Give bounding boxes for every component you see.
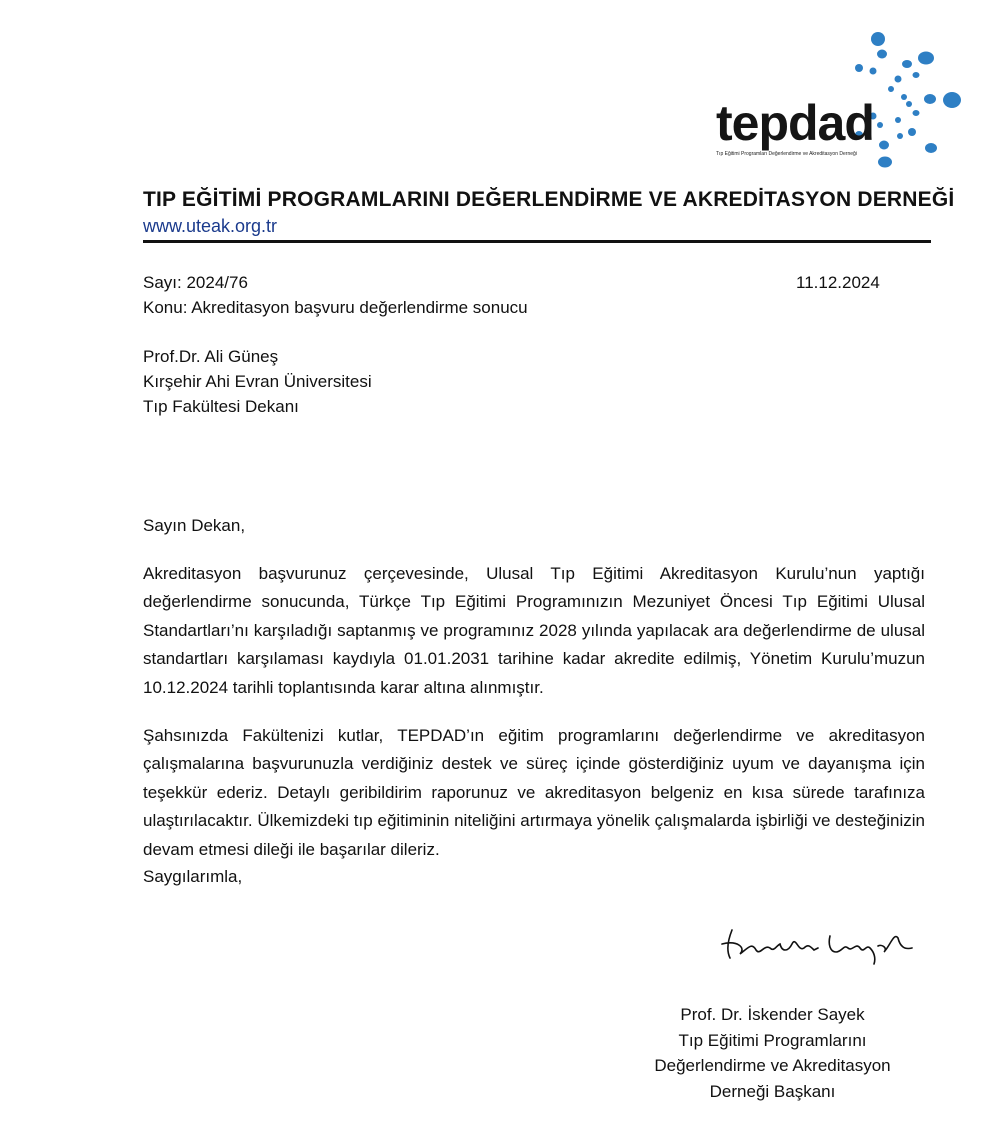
handwritten-signature: [718, 918, 918, 966]
recipient-name: Prof.Dr. Ali Güneş: [143, 347, 279, 366]
letter-number: Sayı: 2024/76: [143, 273, 248, 292]
signer-block: [630, 1002, 915, 1104]
letter-date: 11.12.2024: [796, 273, 880, 292]
signer-name: Prof. Dr. İskender Sayek: [680, 1005, 865, 1024]
website-link[interactable]: www.uteak.org.tr: [143, 216, 278, 236]
signer-title-line: Derneği Başkanı: [709, 1081, 836, 1101]
header-divider: [143, 240, 931, 243]
logo-wordmark: tepdad: [716, 95, 874, 151]
recipient-block: [143, 344, 372, 419]
closing: Saygılarımla,: [143, 867, 243, 886]
logo-tagline: Tıp Eğitimi Programları Değerlendirme ve Akreditasyon Derneği: [716, 151, 857, 157]
body-paragraph: Şahsınızda Fakültenizi kutlar, TEPDAD’ın eğitim programlarını değerlendirme ve akreditasyon çalışmalarına başvurunuzla verdiğiniz destek ve süreç içinde gösterdiğiniz uyum ve dayanışma için teşekkür ederiz. Detaylı geribildirim raporunuz ve akreditasyon belgeniz en kısa sürede tarafınıza ulaştırılacaktır. Ülkemizdeki tıp eğitiminin niteliğini artırmaya yönelik çalışmalarda işbirliği ve desteğinizin devam etmesi dileği ile başarılar dileriz.: [143, 726, 925, 859]
salutation: Sayın Dekan,: [143, 516, 246, 535]
signer-title-line: Değerlendirme ve Akreditasyon: [654, 1056, 891, 1075]
signer-title-line: Tıp Eğitimi Programlarını: [678, 1030, 867, 1050]
recipient-title: Tıp Fakültesi Dekanı: [143, 397, 299, 416]
tepdad-logo: [712, 28, 972, 173]
body-paragraph: Akreditasyon başvurunuz çerçevesinde, Ulusal Tıp Eğitimi Akreditasyon Kurulu’nun yaptığı değerlendirme sonucunda, Türkçe Tıp Eğitimi Programınızın Mezuniyet Öncesi Tıp Eğitimi Ulusal Standartları’nı karşıladığı saptanmış ve programınız 2028 yılında yapılacak ara değerlendirme de ulusal standartları karşılaması kaydıyla 01.01.2031 tarihine kadar akredite edilmiş, Yönetim Kurulu’muzun 10.12.2024 tarihli toplantısında karar altına alınmıştır.: [143, 564, 925, 697]
letter-subject: Konu: Akreditasyon başvuru değerlendirme sonucu: [143, 298, 528, 317]
organization-title: TIP EĞİTİMİ PROGRAMLARINI DEĞERLENDİRME VE AKREDİTASYON DERNEĞİ: [143, 188, 955, 211]
recipient-university: Kırşehir Ahi Evran Üniversitesi: [143, 372, 372, 391]
